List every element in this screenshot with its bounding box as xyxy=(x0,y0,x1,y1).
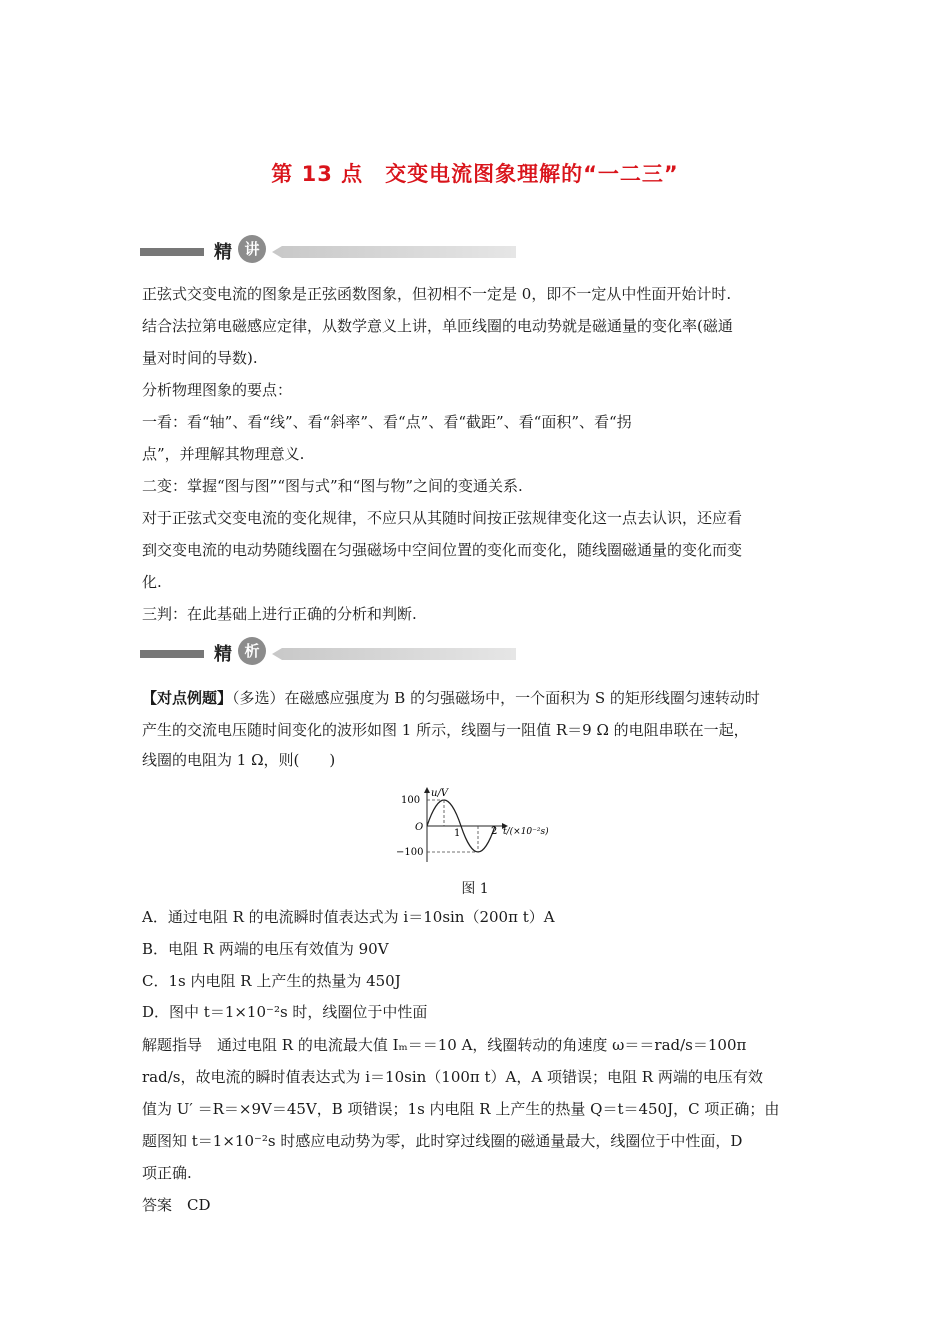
option-a: A．通过电阻 R 的电流瞬时值表达式为 i＝10sin（200π t）A xyxy=(142,908,555,926)
section-header-analysis xyxy=(140,640,520,670)
option-b: B．电阻 R 两端的电压有效值为 90V xyxy=(142,940,389,958)
paragraph: 对于正弦式交变电流的变化规律，不应只从其随时间按正弦规律变化这一点去认识，还应看 xyxy=(142,509,743,527)
solution-line: 题图知 t＝1×10⁻²s 时感应电动势为零，此时穿过线圈的磁通量最大，线圈位于中性面，D xyxy=(142,1132,743,1150)
example-line xyxy=(142,688,812,708)
option-d: D．图中 t＝1×10⁻²s 时，线圈位于中性面 xyxy=(142,1003,428,1021)
paragraph: 量对时间的导数). xyxy=(142,349,258,367)
y-min-label: −100 xyxy=(396,847,424,858)
example-text: （多选）在磁感应强度为 B 的匀强磁场中，一个面积为 S 的矩形线圈匀速转动时 xyxy=(232,689,760,707)
y-axis-label: u/V xyxy=(431,788,449,799)
answer: 答案 CD xyxy=(142,1196,211,1214)
solution-line: 解题指导 通过电阻 R 的电流最大值 Iₘ＝＝10 A，线圈转动的角速度 ω＝＝rad/s＝100π xyxy=(142,1036,747,1054)
option-c: C．1s 内电阻 R 上产生的热量为 450J xyxy=(142,972,401,990)
section-bar-dark xyxy=(140,650,204,658)
x-axis-label: t/(×10⁻²s) xyxy=(503,827,549,837)
paragraph: 到交变电流的电动势随线圈在匀强磁场中空间位置的变化而变化，随线圈磁通量的变化而变 xyxy=(142,541,743,559)
paragraph: 分析物理图象的要点： xyxy=(142,381,293,399)
paragraph: 一看：看“轴”、看“线”、看“斜率”、看“点”、看“截距”、看“面积”、看“拐 xyxy=(142,413,632,431)
paragraph: 化. xyxy=(142,573,162,591)
x-tick-label: 1 xyxy=(454,828,461,839)
section-bar-light xyxy=(272,648,516,660)
section-bar-dark xyxy=(140,248,204,256)
solution-line: 项正确. xyxy=(142,1164,192,1182)
paragraph: 点”，并理解其物理意义. xyxy=(142,445,305,463)
example-line: 产生的交流电压随时间变化的波形如图 1 所示，线圈与一阻值 R＝9 Ω 的电阻串联在一起， xyxy=(142,721,749,739)
solution-line: 值为 U′ ＝R＝×9V＝45V，B 项错误；1s 内电阻 R 上产生的热量 Q＝t＝450J，C 项正确；由 xyxy=(142,1100,780,1118)
paragraph: 正弦式交变电流的图象是正弦函数图象，但初相不一定是 0，即不一定从中性面开始计时. xyxy=(142,285,732,303)
example-line: 线圈的电阻为 1 Ω，则( ) xyxy=(142,751,336,769)
page-title: 第 13 点 交变电流图象理解的“一二三” xyxy=(271,162,679,186)
paragraph: 三判：在此基础上进行正确的分析和判断. xyxy=(142,605,417,623)
figure-caption: 图 1 xyxy=(461,881,489,897)
solution-line: rad/s，故电流的瞬时值表达式为 i＝10sin（100π t）A，A 项错误；电阻 R 两端的电压有效 xyxy=(142,1068,763,1086)
section-label: 精 xyxy=(214,644,232,665)
waveform-figure xyxy=(395,786,565,864)
analysis-badge-icon: 析 xyxy=(238,637,266,665)
y-max-label: 100 xyxy=(401,795,421,806)
lecture-badge-icon: 讲 xyxy=(238,235,266,263)
x-tick-label: 2 xyxy=(491,826,498,837)
section-label: 精 xyxy=(214,242,232,263)
section-header-lecture xyxy=(140,238,520,268)
origin-label: O xyxy=(415,822,424,833)
paragraph: 结合法拉第电磁感应定律，从数学意义上讲，单匝线圈的电动势就是磁通量的变化率(磁通 xyxy=(142,317,733,335)
section-bar-light xyxy=(272,246,516,258)
paragraph: 二变：掌握“图与图”“图与式”和“图与物”之间的变通关系. xyxy=(142,477,523,495)
example-tag: 【对点例题】 xyxy=(142,689,233,707)
